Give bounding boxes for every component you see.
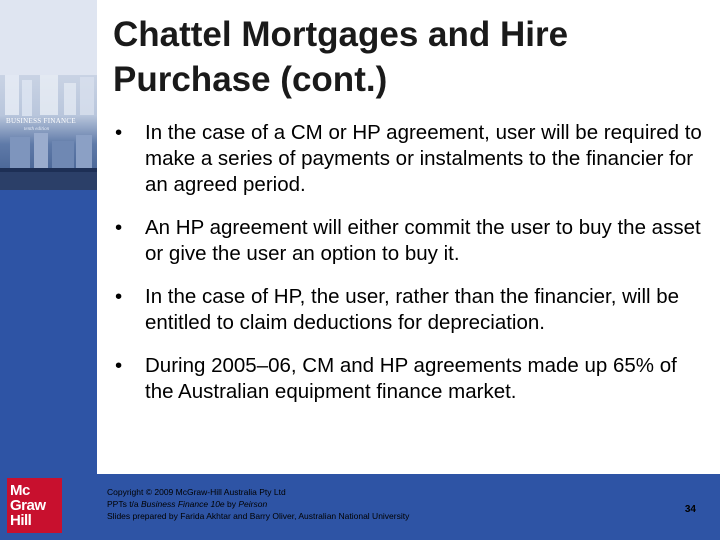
footer-copyright: Copyright © 2009 McGraw-Hill Australia Pty Ltd (107, 487, 286, 497)
slide-title-line2: Purchase (cont.) (113, 60, 388, 99)
bullet-text: An HP agreement will either commit the user to buy the asset or give the user an option to buy it. (145, 216, 701, 265)
bullet-text: In the case of HP, the user, rather than the financier, will be entitled to claim deductions for depreciation. (145, 285, 680, 334)
footer-ppt-author: Peirson (238, 499, 268, 509)
bullet-text: During 2005–06, CM and HP agreements made up 65% of the Australian equipment finance market. (145, 354, 677, 403)
logo-line-hill: Hill (10, 512, 32, 529)
footer-ppt-book: Business Finance 10e (141, 499, 225, 509)
footer-ppt-by: by (224, 499, 239, 509)
logo-line-graw: Graw (10, 497, 46, 514)
slide-title-line1: Chattel Mortgages and Hire (113, 15, 569, 54)
bullet-item (115, 353, 705, 405)
bullet-item (115, 120, 705, 198)
book-cover-subtitle: tenth edition (24, 127, 50, 132)
book-cover-image (0, 75, 97, 190)
bullet-marker: • (115, 121, 123, 144)
slide-title (113, 12, 703, 102)
mcgraw-hill-logo (7, 478, 62, 533)
bullet-marker: • (115, 285, 123, 308)
book-cover-bottom-band (0, 172, 97, 190)
footer-ppt-prefix: PPTs t/a (107, 499, 142, 509)
footer-bar (97, 474, 720, 540)
sidebar-top-panel (0, 0, 97, 75)
footer-ppt-line (107, 498, 409, 510)
bullet-item (115, 284, 705, 336)
left-sidebar (0, 0, 97, 540)
logo-line-mc: Mc (10, 482, 30, 499)
footer-prepared-by: Slides prepared by Farida Akhtar and Barry Oliver, Australian National University (107, 511, 410, 521)
bullet-marker: • (115, 216, 123, 239)
book-cover-title: BUSINESS FINANCE (6, 117, 76, 125)
bullet-list (115, 120, 705, 422)
bullet-text: In the case of a CM or HP agreement, user will be required to make a series of payments or instalments to the financier for an agreed period. (145, 121, 702, 196)
bullet-item (115, 215, 705, 267)
page-number: 34 (684, 504, 696, 515)
footer-credits (107, 486, 409, 522)
bullet-marker: • (115, 354, 123, 377)
